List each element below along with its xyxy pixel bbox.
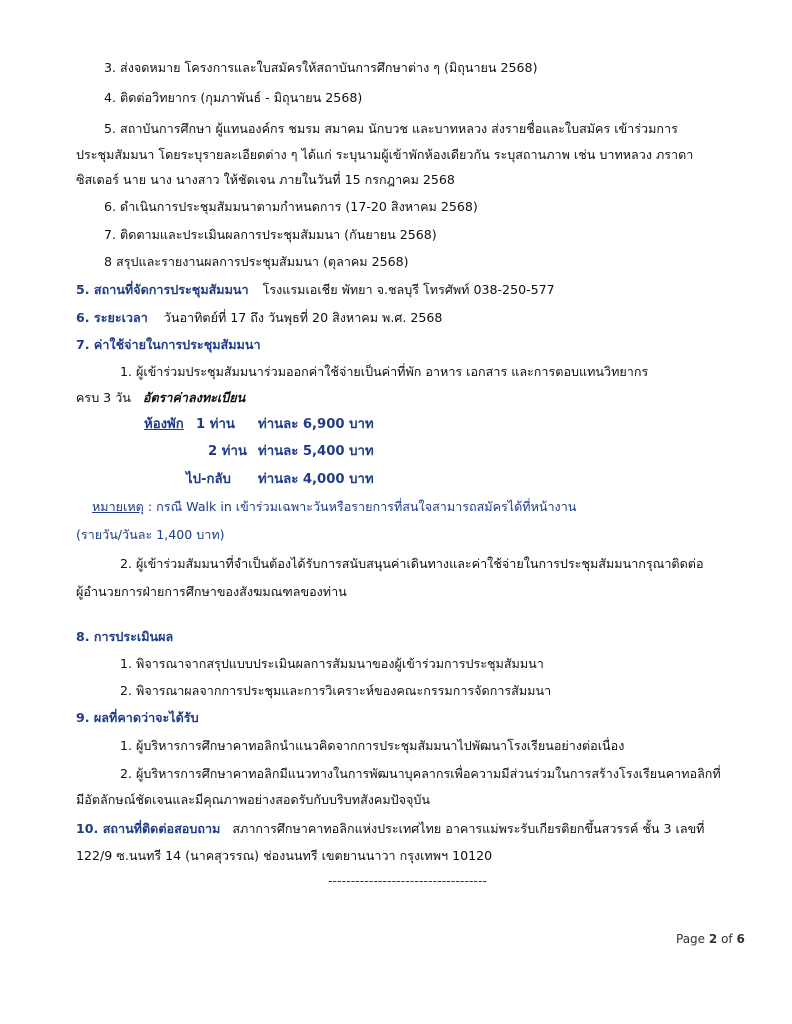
rate-qty-2: 2 ท่าน [208,444,247,459]
rate-label-room: ห้องพัก [144,417,184,432]
note-line-2: (รายวัน/วันละ 1,400 บาท) [76,527,225,542]
section-5-text: โรงแรมเอเชีย พัทยา จ.ชลบุรี โทรศัพท์ 038-250-577 [262,282,555,297]
page-footer [676,931,745,947]
page-number: 2 [708,932,718,946]
rate-price-1: ท่านละ 6,900 บาท [258,417,374,432]
step-4: 4. ติดต่อวิทยากร (กุมภาพันธ์ - มิถุนายน 2568) [104,90,363,105]
step-5-line-2: ประชุมสัมมนา โดยระบุรายละเอียดต่าง ๆ ได้แก่ ระบุนามผู้เข้าพักห้องเดียวกัน ระบุสถานภาพ เช่น บาทหลวง ภราดา [76,147,694,162]
rate-title: อัตราค่าลงทะเบียน [142,390,246,405]
step-5-line-3: ซิสเตอร์ นาย นาง นางสาว ให้ชัดเจน ภายในวันที่ 15 กรกฎาคม 2568 [76,172,455,187]
section-10-line-1 [76,821,704,837]
page-word: Page [676,932,706,946]
section-7-item-1-line-2 [76,390,245,406]
section-7-item-2-line-2: ผู้อำนวยการฝ่ายการศึกษาของสังฆมณฑลของท่าน [76,584,347,599]
note-line-1 [92,499,576,515]
section-10-heading: 10. สถานที่ติดต่อสอบถาม [76,821,221,836]
section-10-line-2: 122/9 ซ.นนทรี 14 (นาคสุวรรณ) ช่องนนทรี เขตยานนาวา กรุงเทพฯ 10120 [76,848,493,863]
rate-price-3: ท่านละ 4,000 บาท [258,472,374,487]
section-6-heading: 6. ระยะเวลา [76,310,148,325]
rate-price-2: ท่านละ 5,400 บาท [258,444,374,459]
rate-label-roundtrip: ไป-กลับ [186,472,231,487]
section-6-line [76,310,442,326]
section-5-line [76,282,555,298]
section-7-heading: 7. ค่าใช้จ่ายในการประชุมสัมมนา [76,337,261,352]
step-5-line-1: 5. สถาบันการศึกษา ผู้แทนองค์กร ชมรม สมาคม นักบวช และบาทหลวง ส่งรายชื่อและใบสมัคร เข้าร่วมการ [104,121,678,136]
section-8-heading: 8. การประเมินผล [76,629,174,644]
section-6-text: วันอาทิตย์ที่ 17 ถึง วันพุธที่ 20 สิงหาคม พ.ศ. 2568 [163,310,443,325]
page-total: 6 [736,932,745,946]
section-10-text-1: สภาการศึกษาคาทอลิกแห่งประเทศไทย อาคารแม่พระรับเกียรติยกขึ้นสวรรค์ ชั้น 3 เลขที่ [232,821,705,836]
step-7: 7. ติดตามและประเมินผลการประชุมสัมมนา (กันยายน 2568) [104,227,437,242]
section-9-heading: 9. ผลที่คาดว่าจะได้รับ [76,710,199,725]
rate-qty-1: 1 ท่าน [196,417,235,432]
note-text: : กรณี Walk in เข้าร่วมเฉพาะวันหรือรายการที่สนใจสามารถสมัครได้ที่หน้างาน [143,499,577,514]
step-6: 6. ดำเนินการประชุมสัมมนาตามกำหนดการ (17-20 สิงหาคม 2568) [104,199,478,214]
note-label: หมายเหตุ [92,499,144,514]
section-8-item-2: 2. พิจารณาผลจากการประชุมและการวิเคราะห์ของคณะกรรมการจัดการสัมมนา [120,683,552,698]
step-8: 8 สรุปและรายงานผลการประชุมสัมมนา (ตุลาคม 2568) [104,254,409,269]
step-3: 3. ส่งจดหมาย โครงการและใบสมัครให้สถาบันการศึกษาต่าง ๆ (มิถุนายน 2568) [104,60,538,75]
section-9-item-1: 1. ผู้บริหารการศึกษาคาทอลิกนำแนวคิดจากการประชุมสัมมนาไปพัฒนาโรงเรียนอย่างต่อเนื่อง [120,738,625,753]
section-7-item-1-prefix: ครบ 3 วัน [76,390,131,405]
end-separator: ----------------------------------- [328,873,488,888]
section-9-item-2-line-2: มีอัตลักษณ์ชัดเจนและมีคุณภาพอย่างสอดรับกับบริบทสังคมปัจจุบัน [76,792,431,807]
section-7-item-1-line-1: 1. ผู้เข้าร่วมประชุมสัมมนาร่วมออกค่าใช้จ่ายเป็นค่าที่พัก อาหาร เอกสาร และการตอบแทนวิทยากร [120,364,649,379]
section-9-item-2-line-1: 2. ผู้บริหารการศึกษาคาทอลิกมีแนวทางในการพัฒนาบุคลากรเพื่อความมีส่วนร่วมในการสร้างโรงเรียนคาทอลิกที่ [120,766,721,781]
section-7-item-2-line-1: 2. ผู้เข้าร่วมสัมมนาที่จำเป็นต้องได้รับการสนับสนุนค่าเดินทางและค่าใช้จ่ายในการประชุมสัมมนากรุณาติดต่อ [120,556,704,571]
section-8-item-1: 1. พิจารณาจากสรุปแบบประเมินผลการสัมมนาของผู้เข้าร่วมการประชุมสัมมนา [120,656,544,671]
section-5-heading: 5. สถานที่จัดการประชุมสัมมนา [76,282,249,297]
of-word: of [721,932,733,946]
